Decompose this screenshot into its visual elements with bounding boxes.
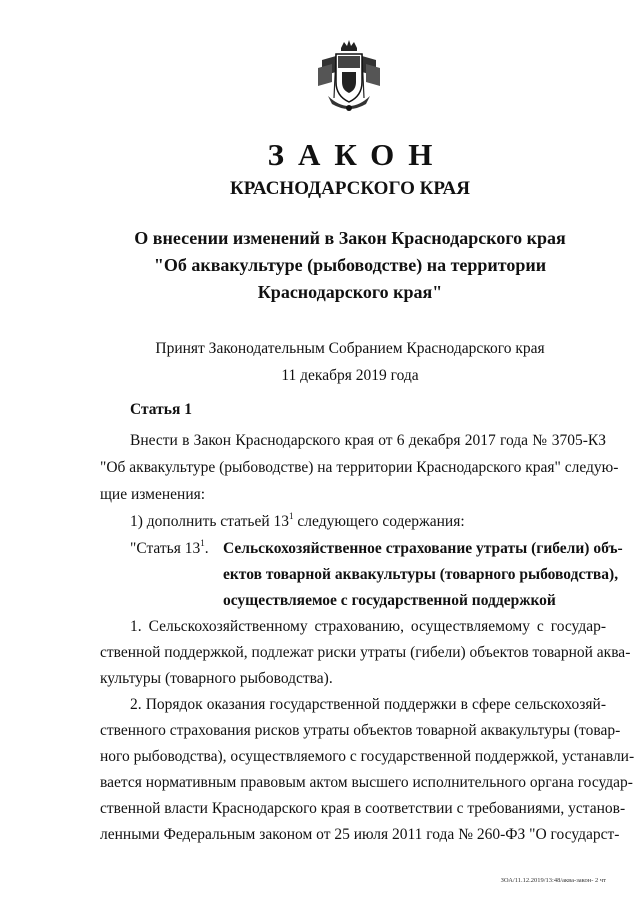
body-line: ственного страхования рисков утраты объектов товарной аквакультуры (товар- — [100, 722, 621, 739]
document-title: ЗАКОН — [267, 137, 447, 172]
body-line: ленными Федеральным законом от 25 июля 2011 года № 260-ФЗ "О государст- — [100, 826, 620, 843]
superscript: 1 — [289, 510, 294, 521]
body-line: 2. Порядок оказания государственной поддержки в сфере сельскохозяй- — [130, 696, 606, 713]
subject-line: О внесении изменений в Закон Краснодарского края — [134, 228, 566, 248]
adoption-line: Принят Законодательным Собранием Краснодарского края — [155, 340, 545, 357]
law-subject — [0, 225, 640, 306]
new-article-heading — [130, 536, 209, 563]
superscript: 1 — [200, 537, 205, 548]
new-article-title: ектов товарной аквакультуры (товарного рыбоводства), — [223, 566, 619, 583]
list-item-text: следующего содержания: — [293, 513, 465, 530]
new-article-title: осуществляемое с государственной поддержкой — [223, 592, 556, 609]
body-line: щие изменения: — [100, 486, 206, 503]
adoption-date: 11 декабря 2019 года — [281, 367, 419, 384]
new-article-label: . — [204, 540, 209, 557]
article-heading: Статья 1 — [130, 401, 192, 418]
subject-line: Краснодарского края" — [257, 282, 443, 302]
body-line: вается нормативным правовым актом высшего исполнительного органа государ- — [100, 774, 633, 791]
body-line: ного рыбоводства), осуществляемого с государственной поддержкой, устанавли- — [100, 748, 635, 765]
body-line: культуры (товарного рыбоводства). — [100, 670, 333, 687]
subject-line: "Об аквакультуре (рыбоводстве) на территории — [153, 255, 547, 275]
list-item-text: 1) дополнить статьей 13 — [130, 513, 290, 530]
new-article-label: "Статья 13 — [130, 540, 201, 557]
document-subtitle: КРАСНОДАРСКОГО КРАЯ — [229, 178, 471, 199]
new-article-title: Сельскохозяйственное страхование утраты (гибели) объ- — [223, 540, 623, 557]
body-line: Внести в Закон Краснодарского края от 6 декабря 2017 года № 3705-КЗ — [130, 432, 606, 449]
coat-of-arms-icon — [314, 38, 384, 116]
body-line: ственной власти Краснодарского края в соответствии с требованиями, установ- — [100, 800, 626, 817]
body-line: ственной поддержкой, подлежат риски утраты (гибели) объектов товарной аква- — [100, 644, 631, 661]
adoption-note — [0, 335, 640, 389]
body-line: "Об аквакультуре (рыбоводстве) на территории Краснодарского края" следую- — [100, 459, 619, 476]
document-stamp: ЗОА/11.12.2019/13:48/аква-закон- 2 чт — [500, 877, 606, 884]
list-item — [130, 509, 465, 536]
body-line: 1. Сельскохозяйственному страхованию, осуществляемому с государ- — [130, 618, 606, 635]
